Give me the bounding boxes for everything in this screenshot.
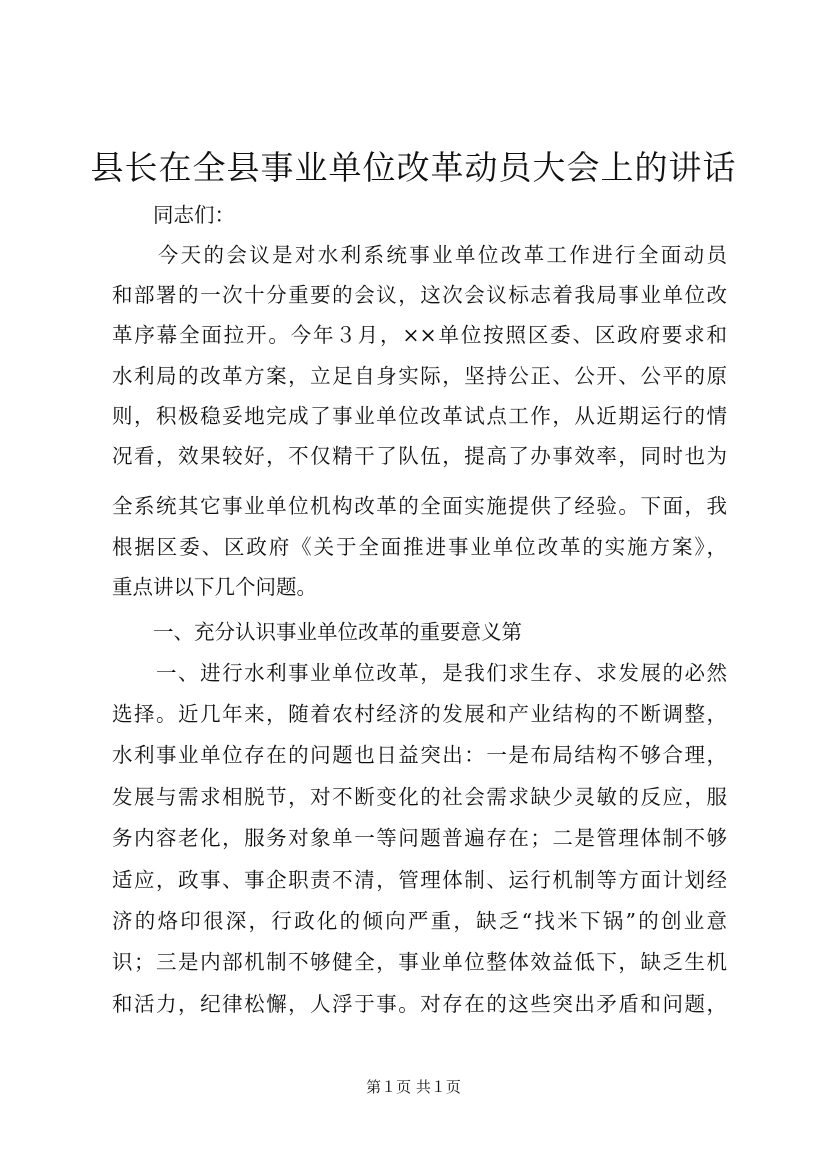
body-line: 发展与需求相脱节，对不断变化的社会需求缺少灵敏的反应，服 — [112, 785, 727, 809]
body-line: 务内容老化，服务对象单一等问题普遍存在；二是管理体制不够 — [112, 826, 727, 850]
body-line: 况看，效果较好，不仅精干了队伍，提高了办事效率，同时也为 — [112, 444, 727, 468]
section-heading: 一、充分认识事业单位改革的重要意义第 — [112, 620, 522, 644]
body-line: 水利事业单位存在的问题也日益突出：一是布局结构不够合理， — [112, 743, 727, 767]
body-line: 今天的会议是对水利系统事业单位改革工作进行全面动员 — [112, 243, 727, 267]
body-line: 济的烙印很深，行政化的倾向严重，缺乏“找米下锅”的创业意 — [112, 909, 727, 933]
document-title: 县长在全县事业单位改革动员大会上的讲话 — [90, 148, 737, 187]
body-line: 和部署的一次十分重要的会议，这次会议标志着我局事业单位改 — [112, 283, 727, 307]
salutation-line: 同志们： — [112, 203, 235, 227]
body-line: 和活力，纪律松懈，人浮于事。对存在的这些突出矛盾和问题， — [112, 992, 727, 1016]
body-line: 水利局的改革方案，立足自身实际，坚持公正、公开、公平的原 — [112, 364, 727, 388]
page-number-footer: 第１页 共１页 — [366, 1078, 461, 1096]
body-line: 全系统其它事业单位机构改革的全面实施提供了经验。下面，我 — [112, 494, 727, 518]
body-line: 一、进行水利事业单位改革，是我们求生存、求发展的必然 — [112, 661, 727, 685]
body-line: 革序幕全面拉开。今年３月，××单位按照区委、区政府要求和 — [112, 323, 727, 347]
body-line: 则，积极稳妥地完成了事业单位改革试点工作，从近期运行的情 — [112, 404, 727, 428]
body-line: 适应，政事、事企职责不清，管理体制、运行机制等方面计划经 — [112, 868, 727, 892]
body-line: 重点讲以下几个问题。 — [112, 575, 317, 599]
body-line: 根据区委、区政府《关于全面推进事业单位改革的实施方案》， — [112, 535, 727, 559]
body-line: 选择。近几年来，随着农村经济的发展和产业结构的不断调整， — [112, 702, 727, 726]
body-line: 识；三是内部机制不够健全，事业单位整体效益低下，缺乏生机 — [112, 950, 727, 974]
